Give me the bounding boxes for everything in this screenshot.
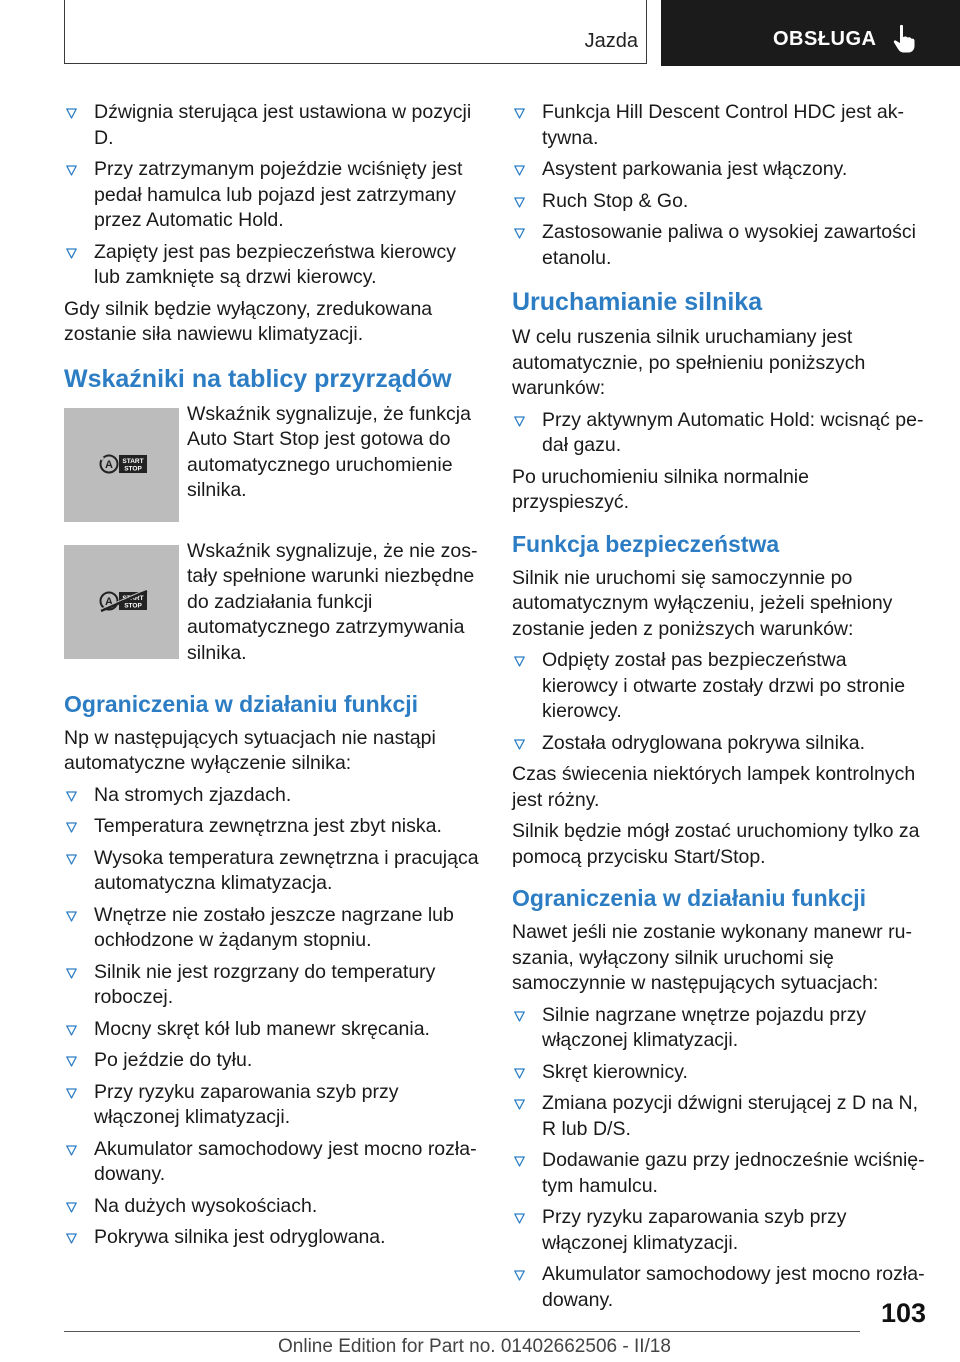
bullet-item — [512, 189, 926, 215]
auto-start-stop-icon — [99, 453, 149, 475]
header-section-box — [64, 0, 647, 64]
bullet-item — [64, 846, 479, 897]
bullet-text: Na dużych wysokościach. — [94, 1194, 318, 1217]
indicator-description: Wskaźnik sygnalizuje, że nie zostały spełnione warunki niezbędne do zadziałania funkcji automatycznego zatrzymywania silnika. — [187, 539, 478, 664]
bullet-item — [64, 1225, 479, 1251]
paragraph: Silnik nie uruchomi się samoczynnie po automatycznym wyłączeniu, jeżeli spełniony zostanie jeden z poniższych warunków: — [512, 566, 893, 640]
heading-indicators: Wskaźniki na tablicy przyrządów — [64, 364, 452, 393]
bullet-item — [512, 1148, 926, 1199]
heading-engine-start: Uruchamianie silnika — [512, 288, 763, 316]
bullet-item — [512, 1262, 926, 1313]
triangle-bullet-icon — [66, 1025, 77, 1036]
bullet-list — [512, 100, 926, 271]
bullet-list — [512, 408, 926, 459]
icon-start-label: START — [122, 457, 144, 465]
triangle-bullet-icon — [66, 854, 77, 865]
heading-limits: Ograniczenia w działaniu funkcji — [64, 690, 419, 717]
triangle-bullet-icon — [514, 739, 525, 750]
bullet-text: Wnętrze nie zostało jeszcze nagrzane lub ochłodzone w żądanym stopniu. — [94, 903, 454, 951]
bullet-text: Akumulator samochodowy jest mocno rozładowany. — [94, 1137, 477, 1185]
bullet-text: Zastosowanie paliwa o wysokiej zawartości etanolu. — [542, 221, 916, 269]
indicator-image — [64, 408, 179, 522]
paragraph: Czas świecenia niektórych lampek kontrolnych jest różny. — [512, 763, 916, 811]
triangle-bullet-icon — [514, 108, 525, 119]
bullet-text: Silnik nie jest rozgrzany do temperatury roboczej. — [94, 960, 436, 1008]
triangle-bullet-icon — [66, 1088, 77, 1099]
bullet-text: Ruch Stop & Go. — [542, 189, 689, 212]
triangle-bullet-icon — [66, 822, 77, 833]
bullet-item — [512, 1091, 926, 1142]
bullet-item — [64, 1137, 479, 1188]
triangle-bullet-icon — [66, 165, 77, 176]
bullet-item — [64, 814, 479, 840]
bullet-item — [512, 1205, 926, 1256]
paragraph: Np w następujących sytuacjach nie nastąpi automatyczne wyłączenie silnika: — [64, 726, 436, 774]
page-number: 103 — [880, 1298, 926, 1328]
bullet-text: Silnie nagrzane wnętrze pojazdu przy włączonej klimatyzacji. — [542, 1003, 867, 1051]
bullet-item — [64, 1048, 479, 1074]
heading-safety: Funkcja bezpieczeństwa — [512, 530, 780, 557]
bullet-item — [64, 1017, 479, 1043]
paragraph: Gdy silnik będzie wyłączony, zredukowana zostanie siła nawiewu klimatyzacji. — [64, 297, 433, 345]
triangle-bullet-icon — [514, 416, 525, 427]
svg-text:A: A — [105, 458, 113, 471]
bullet-text: Zapięty jest pas bezpieczeństwa kierowcy lub zamknięte są drzwi kierowcy. — [94, 240, 456, 288]
bullet-item — [64, 1194, 479, 1220]
right-column — [512, 100, 926, 1319]
paragraph: Nawet jeśli nie zostanie wykonany manewr ruszania, wyłączony silnik uruchomi się samoczynnie w następujących sytuacjach: — [512, 921, 912, 994]
indicator-row — [64, 539, 479, 676]
triangle-bullet-icon — [514, 197, 525, 208]
bullet-item — [512, 1003, 926, 1054]
bullet-text: Asystent parkowania jest włączony. — [542, 158, 848, 180]
triangle-bullet-icon — [66, 1145, 77, 1156]
triangle-bullet-icon — [66, 968, 77, 979]
chapter-tab-label: OBSŁUGA — [773, 28, 877, 50]
bullet-item — [64, 903, 479, 954]
svg-text:A: A — [105, 595, 113, 608]
triangle-bullet-icon — [514, 1011, 525, 1022]
bullet-text: Mocny skręt kół lub manewr skręcania. — [94, 1017, 430, 1040]
bullet-text: Zmiana pozycji dźwigni sterującej z D na N, R lub D/S. — [542, 1092, 919, 1140]
bullet-text: Dodawanie gazu przy jednocześnie wciśniętym hamulcu. — [542, 1149, 925, 1197]
triangle-bullet-icon — [66, 1056, 77, 1067]
paragraph: W celu ruszenia silnik uruchamiany jest automatycznie, po spełnieniu poniższych warunków: — [512, 326, 866, 399]
heading-limits: Ograniczenia w działaniu funkcji — [512, 885, 867, 911]
triangle-bullet-icon — [514, 1099, 525, 1110]
bullet-text: Odpięty został pas bezpieczeństwa kierowcy i otwarte zostały drzwi po stronie kierowcy. — [542, 649, 906, 722]
bullet-text: Przy zatrzymanym pojeździe wciśnięty jest pedał hamulca lub pojazd jest zatrzymany przez Automatic Hold. — [94, 158, 463, 231]
triangle-bullet-icon — [66, 911, 77, 922]
bullet-text: Skręt kierownicy. — [542, 1060, 688, 1083]
chapter-tab[interactable] — [661, 0, 960, 66]
bullet-text: Dźwignia sterująca jest ustawiona w pozycji D. — [94, 101, 472, 149]
triangle-bullet-icon — [514, 1213, 525, 1224]
bullet-item — [512, 220, 926, 271]
bullet-list — [64, 783, 479, 1251]
auto-start-stop-off-icon — [99, 590, 149, 612]
bullet-text: Przy ryzyku zaparowania szyb przy włączonej klimatyzacji. — [94, 1080, 399, 1128]
indicator-description: Wskaźnik sygnalizuje, że funkcja Auto Start Stop jest gotowa do automatycznego uruchomienie silnika. — [187, 402, 471, 501]
triangle-bullet-icon — [514, 165, 525, 176]
bullet-text: Po jeździe do tyłu. — [94, 1049, 253, 1071]
indicator-row — [64, 402, 479, 539]
triangle-bullet-icon — [514, 656, 525, 667]
bullet-item — [64, 1080, 479, 1131]
hand-pointer-icon — [893, 24, 915, 54]
triangle-bullet-icon — [66, 248, 77, 259]
section-title: Jazda — [584, 30, 638, 52]
bullet-text: Przy ryzyku zaparowania szyb przy włączonej klimatyzacji. — [542, 1206, 847, 1254]
bullet-item — [64, 783, 479, 809]
edition-note: Online Edition for Part no. 01402662506 - II/18 — [278, 1336, 671, 1357]
triangle-bullet-icon — [514, 1068, 525, 1079]
bullet-item — [512, 157, 926, 183]
icon-start-label: START — [122, 594, 144, 602]
bullet-item — [512, 648, 926, 725]
triangle-bullet-icon — [514, 1156, 525, 1167]
bullet-item — [64, 960, 479, 1011]
bullet-item — [512, 731, 926, 757]
footer-divider — [64, 1331, 860, 1332]
triangle-bullet-icon — [66, 791, 77, 802]
triangle-bullet-icon — [66, 1233, 77, 1244]
bullet-item — [512, 408, 926, 459]
indicator-image — [64, 545, 179, 659]
bullet-text: Wysoka temperatura zewnętrzna i pracująca automatyczna klimatyzacja. — [94, 846, 479, 894]
icon-stop-label: STOP — [124, 602, 142, 609]
bullet-item — [64, 100, 479, 151]
bullet-text: Na stromych zjazdach. — [94, 783, 292, 806]
icon-stop-label: STOP — [124, 465, 142, 472]
bullet-text: Pokrywa silnika jest odryglowana. — [94, 1226, 386, 1248]
paragraph: Silnik będzie mógł zostać uruchomiony tylko za pomocą przycisku Start/Stop. — [512, 820, 920, 868]
bullet-list — [64, 100, 479, 291]
triangle-bullet-icon — [514, 228, 525, 239]
triangle-bullet-icon — [514, 1270, 525, 1281]
left-column — [64, 100, 479, 1257]
triangle-bullet-icon — [66, 1202, 77, 1213]
bullet-list — [512, 648, 926, 756]
bullet-text: Akumulator samochodowy jest mocno rozładowany. — [542, 1263, 925, 1311]
bullet-text: Funkcja Hill Descent Control HDC jest aktywna. — [542, 101, 904, 149]
bullet-item — [512, 1060, 926, 1086]
bullet-item — [64, 240, 479, 291]
bullet-item — [64, 157, 479, 234]
paragraph: Po uruchomieniu silnika normalnie przyspieszyć. — [512, 465, 809, 513]
bullet-text: Została odryglowana pokrywa silnika. — [542, 731, 865, 754]
bullet-list — [512, 1003, 926, 1314]
bullet-text: Przy aktywnym Automatic Hold: wcisnąć pedał gazu. — [542, 408, 924, 456]
triangle-bullet-icon — [66, 108, 77, 119]
bullet-text: Temperatura zewnętrzna jest zbyt niska. — [94, 815, 442, 837]
bullet-item — [512, 100, 926, 151]
